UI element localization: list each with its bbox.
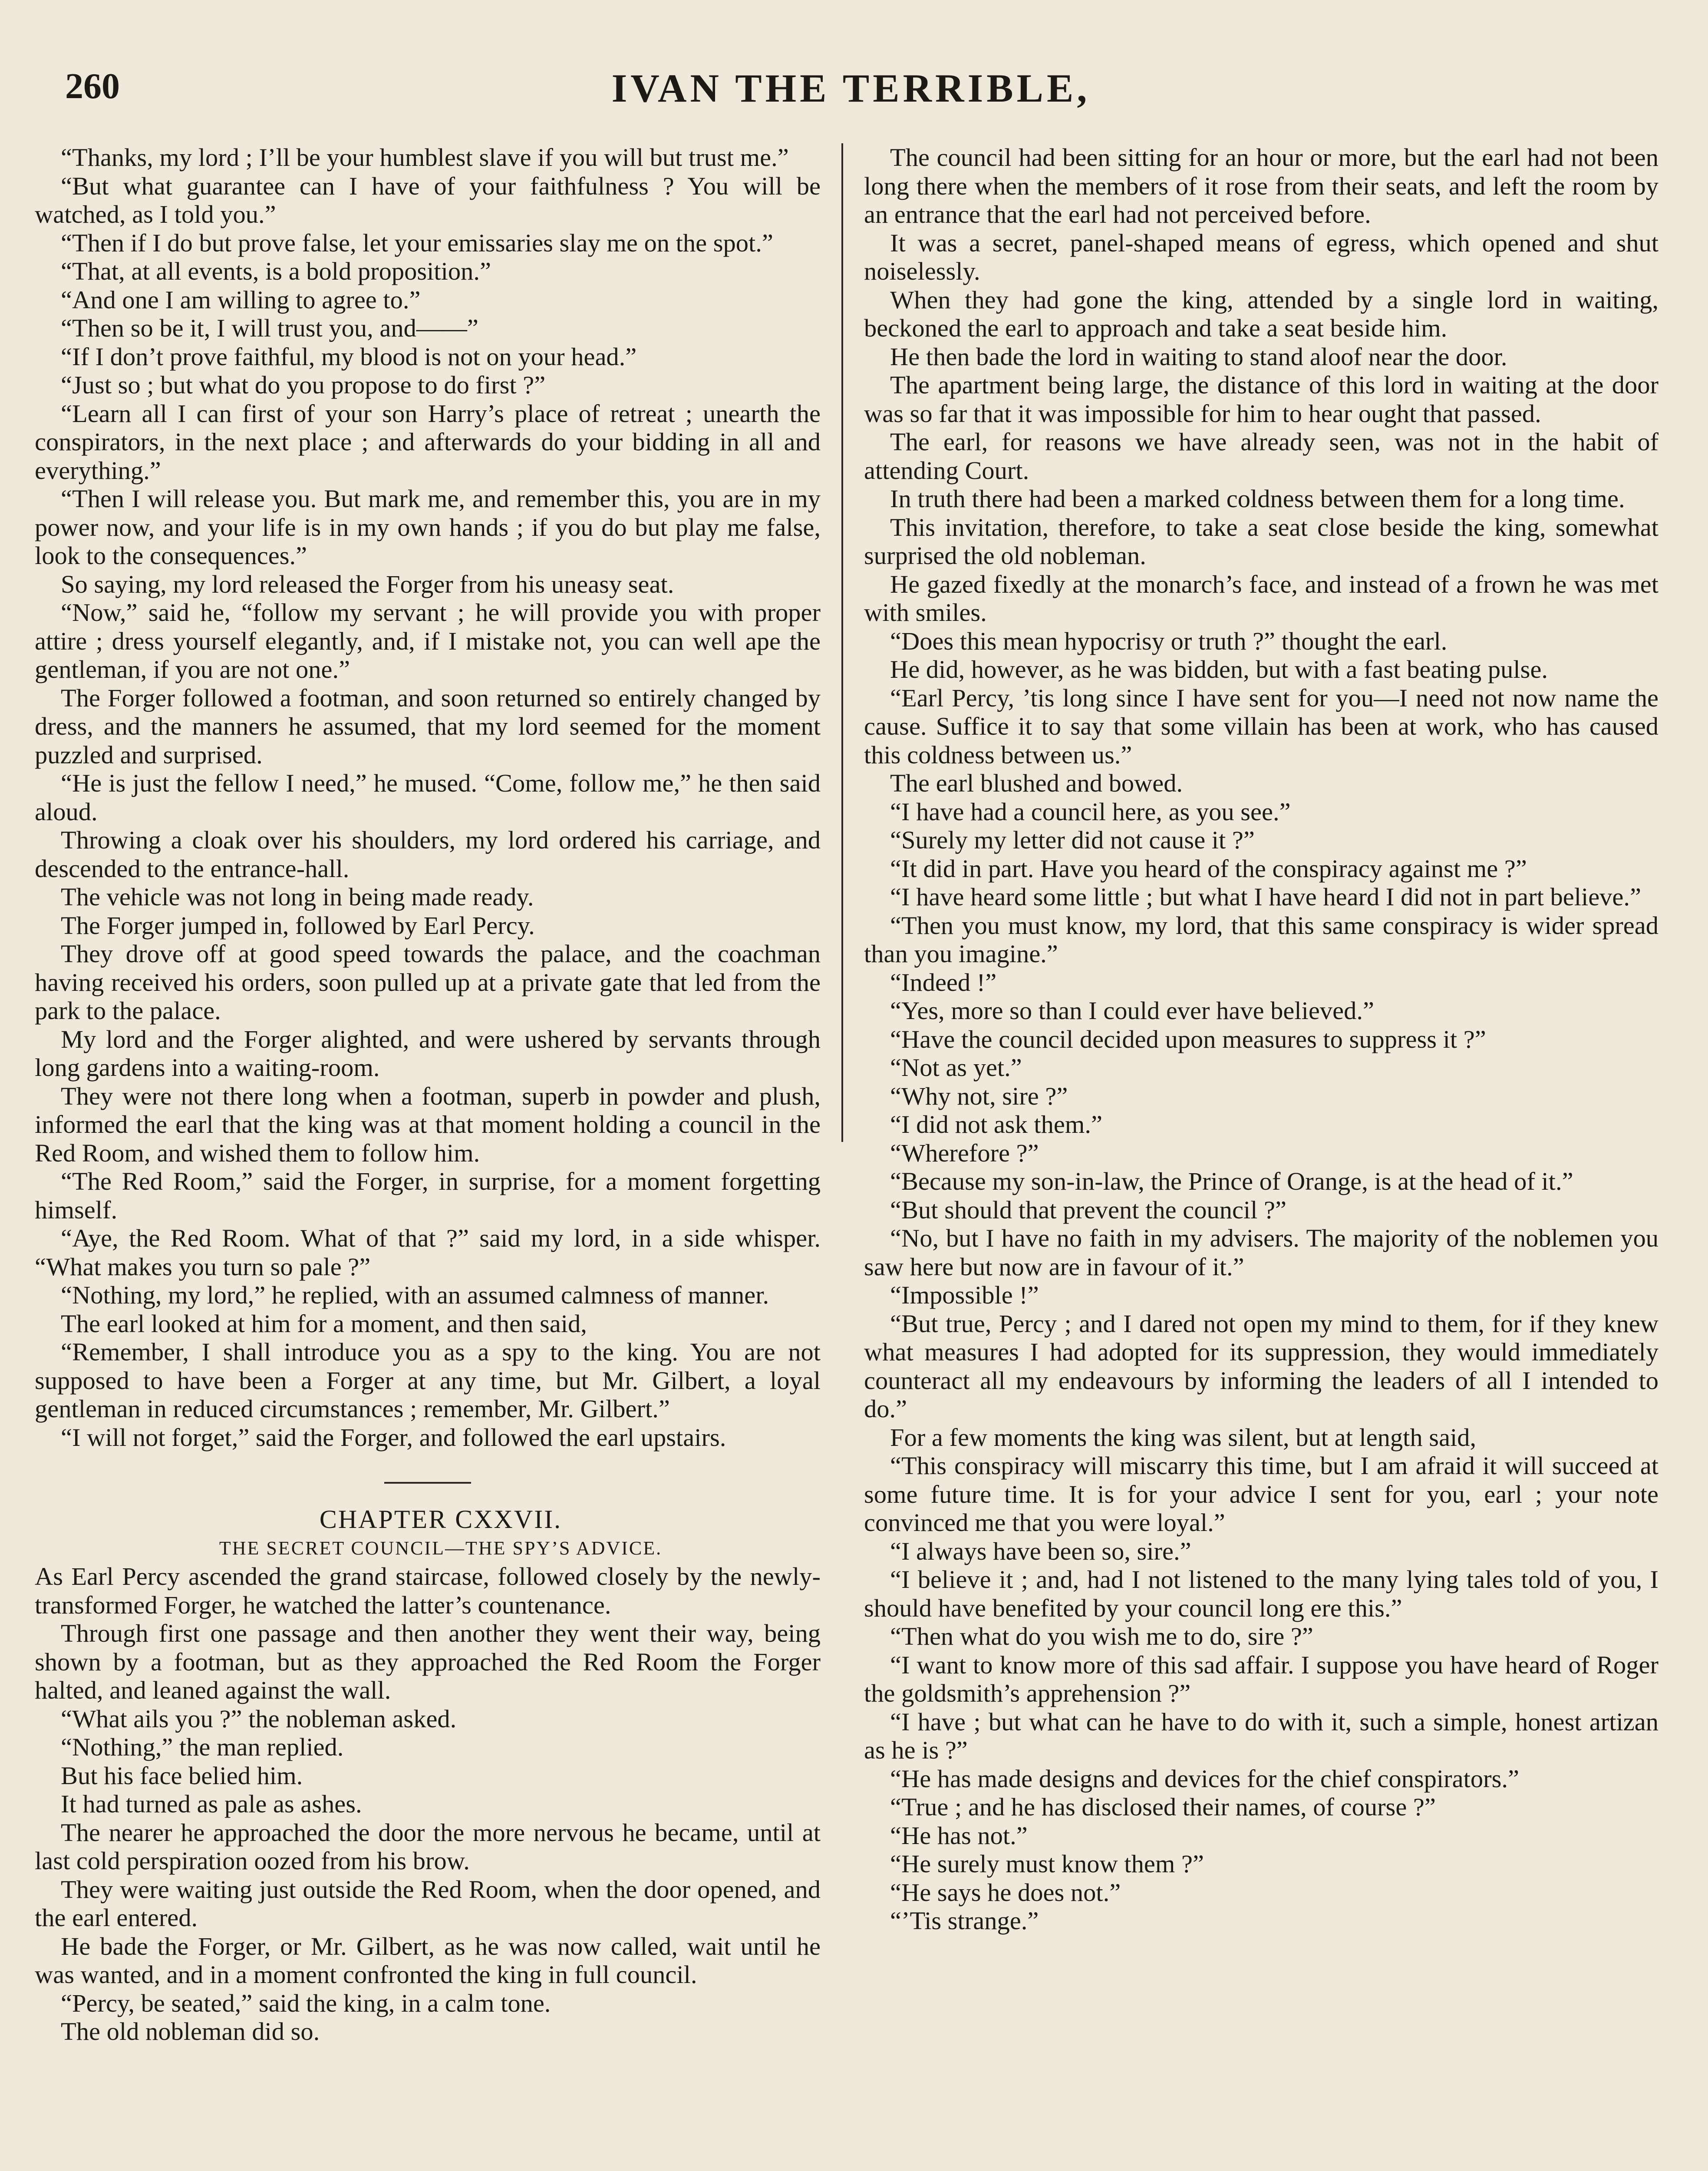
paragraph: He then bade the lord in waiting to stand aloof near the door. <box>890 342 1507 371</box>
paragraph: “I have ; but what can he have to do with it, such a simple, honest artizan as he is ?” <box>864 1707 1659 1764</box>
paragraph: “The Red Room,” said the Forger, in surprise, for a moment forgetting himself. <box>35 1167 821 1224</box>
paragraph: The earl looked at him for a moment, and then said, <box>61 1309 587 1338</box>
paragraph: It had turned as pale as ashes. <box>61 1790 362 1818</box>
paragraph: “Learn all I can first of your son Harry’s place of retreat ; unearth the conspirators, in the next place ; and afterwards do your bidding in all and everything.” <box>35 399 821 485</box>
paragraph: The earl blushed and bowed. <box>890 769 1183 797</box>
paragraph: “Why not, sire ?” <box>890 1082 1068 1110</box>
paragraph: “I have had a council here, as you see.” <box>890 797 1291 826</box>
column-divider <box>841 143 843 1142</box>
paragraph: “Then what do you wish me to do, sire ?” <box>890 1622 1313 1650</box>
paragraph: My lord and the Forger alighted, and were ushered by servants through long gardens into a waiting-room. <box>35 1025 821 1082</box>
paragraph: “Not as yet.” <box>890 1053 1022 1082</box>
paragraph: In truth there had been a marked coldness between them for a long time. <box>890 485 1625 513</box>
paragraph: This invitation, therefore, to take a seat close beside the king, somewhat surprised the old nobleman. <box>864 513 1659 570</box>
left-column <box>35 143 821 2171</box>
paragraph: “And one I am willing to agree to.” <box>61 285 421 314</box>
right-paragraphs <box>864 143 1659 1935</box>
left-paragraphs <box>35 143 821 1452</box>
paragraph: “This conspiracy will miscarry this time, but I am afraid it will succeed at some future time. It is for your advice I sent for you, earl ; your note convinced me that you were loyal.” <box>864 1452 1659 1537</box>
paragraph: “Aye, the Red Room. What of that ?” said my lord, in a side whisper. “What makes you turn so pale ?” <box>35 1224 821 1281</box>
paragraph: “Yes, more so than I could ever have believed.” <box>890 996 1374 1025</box>
page-header <box>65 65 1637 122</box>
paragraph: “Now,” said he, “follow my servant ; he will provide you with proper attire ; dress yourself elegantly, and, if I mistake not, you can well ape the gentleman, if you are not one.” <box>35 598 821 683</box>
paragraph: “It did in part. Have you heard of the conspiracy against me ?” <box>890 854 1527 883</box>
paragraph: “Percy, be seated,” said the king, in a calm tone. <box>61 1989 551 2017</box>
paragraph: “Nothing, my lord,” he replied, with an assumed calmness of manner. <box>61 1281 769 1309</box>
paragraph: So saying, my lord released the Forger from his uneasy seat. <box>61 570 674 598</box>
paragraph: “He surely must know them ?” <box>890 1850 1204 1878</box>
paragraph: “He is just the fellow I need,” he mused. “Come, follow me,” he then said aloud. <box>35 769 821 826</box>
paragraph: Throwing a cloak over his shoulders, my lord ordered his carriage, and descended to the entrance-hall. <box>35 826 821 883</box>
paragraph: “Just so ; but what do you propose to do first ?” <box>61 371 546 399</box>
paragraph: The Forger followed a footman, and soon returned so entirely changed by dress, and the manners he assumed, that my lord seemed for the moment puzzled and surprised. <box>35 683 821 769</box>
paragraph: “Then if I do but prove false, let your emissaries slay me on the spot.” <box>61 228 773 257</box>
paragraph: “Because my son-in-law, the Prince of Orange, is at the head of it.” <box>890 1167 1573 1195</box>
paragraph: “If I don’t prove faithful, my blood is not on your head.” <box>61 342 637 371</box>
paragraph: “Then you must know, my lord, that this same conspiracy is wider spread than you imagine.” <box>864 911 1659 968</box>
paragraph: “’Tis strange.” <box>890 1907 1039 1935</box>
paragraph: They were waiting just outside the Red Room, when the door opened, and the earl entered. <box>35 1875 821 1932</box>
paragraph: “But true, Percy ; and I dared not open my mind to them, for if they knew what measures I had adopted for its suppression, they would immediately counteract all my endeavours by informing the leaders of all I intended to do.” <box>864 1309 1659 1423</box>
paragraph: He bade the Forger, or Mr. Gilbert, as he was now called, wait until he was wanted, and in a moment confronted the king in full council. <box>35 1932 821 1989</box>
paragraph: “Thanks, my lord ; I’ll be your humblest slave if you will but trust me.” <box>61 143 789 172</box>
paragraph: “I will not forget,” said the Forger, and followed the earl upstairs. <box>61 1423 726 1452</box>
running-title: IVAN THE TERRIBLE, <box>611 66 1091 110</box>
paragraph: “Wherefore ?” <box>890 1138 1039 1167</box>
chapter-title: CHAPTER CXXVII. <box>319 1505 562 1534</box>
right-column <box>864 143 1659 2171</box>
paragraph: “I want to know more of this sad affair. I suppose you have heard of Roger the goldsmith’s apprehension ?” <box>864 1650 1659 1707</box>
paragraph: “Surely my letter did not cause it ?” <box>890 826 1255 854</box>
paragraph: “Earl Percy, ’tis long since I have sent for you—I need not now name the cause. Suffice it to say that some villain has been at work, who has caused this coldness between us.” <box>864 683 1659 769</box>
paragraph: “I believe it ; and, had I not listened to the many lying tales told of you, I should have benefited by your council long ere this.” <box>864 1565 1659 1622</box>
paragraph: “I have heard some little ; but what I have heard I did not in part believe.” <box>890 883 1641 911</box>
paragraph: They drove off at good speed towards the palace, and the coachman having received his orders, soon pulled up at a private gate that led from the park to the palace. <box>35 940 821 1025</box>
paragraph: But his face belied him. <box>61 1761 303 1790</box>
paragraph: The Forger jumped in, followed by Earl Percy. <box>61 911 535 940</box>
paragraph: “I always have been so, sire.” <box>890 1537 1191 1565</box>
paragraph: The earl, for reasons we have already seen, was not in the habit of attending Court. <box>864 428 1659 485</box>
paragraph: For a few moments the king was silent, but at length said, <box>890 1423 1477 1452</box>
paragraph: “But should that prevent the council ?” <box>890 1195 1286 1224</box>
paragraph: “No, but I have no faith in my advisers. The majority of the noblemen you saw here but now are in favour of it.” <box>864 1224 1659 1281</box>
paragraph: They were not there long when a footman, superb in powder and plush, informed the earl that the king was at that moment holding a council in the Red Room, and wished them to follow him. <box>35 1082 821 1167</box>
paragraph: Through first one passage and then another they went their way, being shown by a footman, but as they approached the Red Room the Forger halted, and leaned against the wall. <box>35 1619 821 1704</box>
paragraph: “Does this mean hypocrisy or truth ?” thought the earl. <box>890 627 1448 655</box>
paragraph: “True ; and he has disclosed their names, of course ?” <box>890 1793 1436 1821</box>
paragraph: “Impossible !” <box>890 1281 1039 1309</box>
paragraph: “What ails you ?” the nobleman asked. <box>61 1704 457 1733</box>
paragraph: The apartment being large, the distance of this lord in waiting at the door was so far that it was impossible for him to hear ought that passed. <box>864 371 1659 428</box>
paragraph: The vehicle was not long in being made ready. <box>61 883 534 911</box>
paragraph: “He has made designs and devices for the chief conspirators.” <box>890 1764 1519 1793</box>
paragraph: He gazed fixedly at the monarch’s face, and instead of a frown he was met with smiles. <box>864 570 1659 627</box>
section-rule <box>384 1482 471 1484</box>
paragraph: It was a secret, panel-shaped means of egress, which opened and shut noiselessly. <box>864 228 1659 285</box>
paragraph: The nearer he approached the door the more nervous he became, until at last cold perspiration oozed from his brow. <box>35 1818 821 1875</box>
page-number: 260 <box>65 66 120 106</box>
paragraph: “He says he does not.” <box>890 1878 1121 1907</box>
paragraph: “I did not ask them.” <box>890 1110 1102 1138</box>
paragraph: “That, at all events, is a bold proposition.” <box>61 257 491 285</box>
paragraph: “Nothing,” the man replied. <box>61 1733 344 1761</box>
paragraph: When they had gone the king, attended by a single lord in waiting, beckoned the earl to approach and take a seat beside him. <box>864 285 1659 342</box>
paragraph: The old nobleman did so. <box>61 2017 320 2046</box>
paragraph: “But what guarantee can I have of your faithfulness ? You will be watched, as I told you.” <box>35 172 821 228</box>
paragraph: “Then I will release you. But mark me, and remember this, you are in my power now, and your life is in my own hands ; if you do but play me false, look to the consequences.” <box>35 485 821 570</box>
paragraph: “Then so be it, I will trust you, and——” <box>61 314 478 342</box>
chapter-paragraphs <box>35 1562 821 2046</box>
paragraph: The council had been sitting for an hour or more, but the earl had not been long there when the members of it rose from their seats, and left the room by an entrance that the earl had not perceived before. <box>864 143 1659 228</box>
paragraph: “Indeed !” <box>890 968 997 996</box>
chapter-subtitle: THE SECRET COUNCIL—THE SPY’S ADVICE. <box>219 1537 663 1559</box>
paragraph: As Earl Percy ascended the grand staircase, followed closely by the newly-transformed Forger, he watched the latter’s countenance. <box>35 1562 821 1619</box>
paragraph: He did, however, as he was bidden, but with a fast beating pulse. <box>890 655 1548 683</box>
paragraph: “Have the council decided upon measures to suppress it ?” <box>890 1025 1486 1053</box>
paragraph: “He has not.” <box>890 1821 1028 1850</box>
paragraph: “Remember, I shall introduce you as a spy to the king. You are not supposed to have been a Forger at any time, but Mr. Gilbert, a loyal gentleman in reduced circumstances ; remember, Mr. Gilbert.” <box>35 1338 821 1423</box>
